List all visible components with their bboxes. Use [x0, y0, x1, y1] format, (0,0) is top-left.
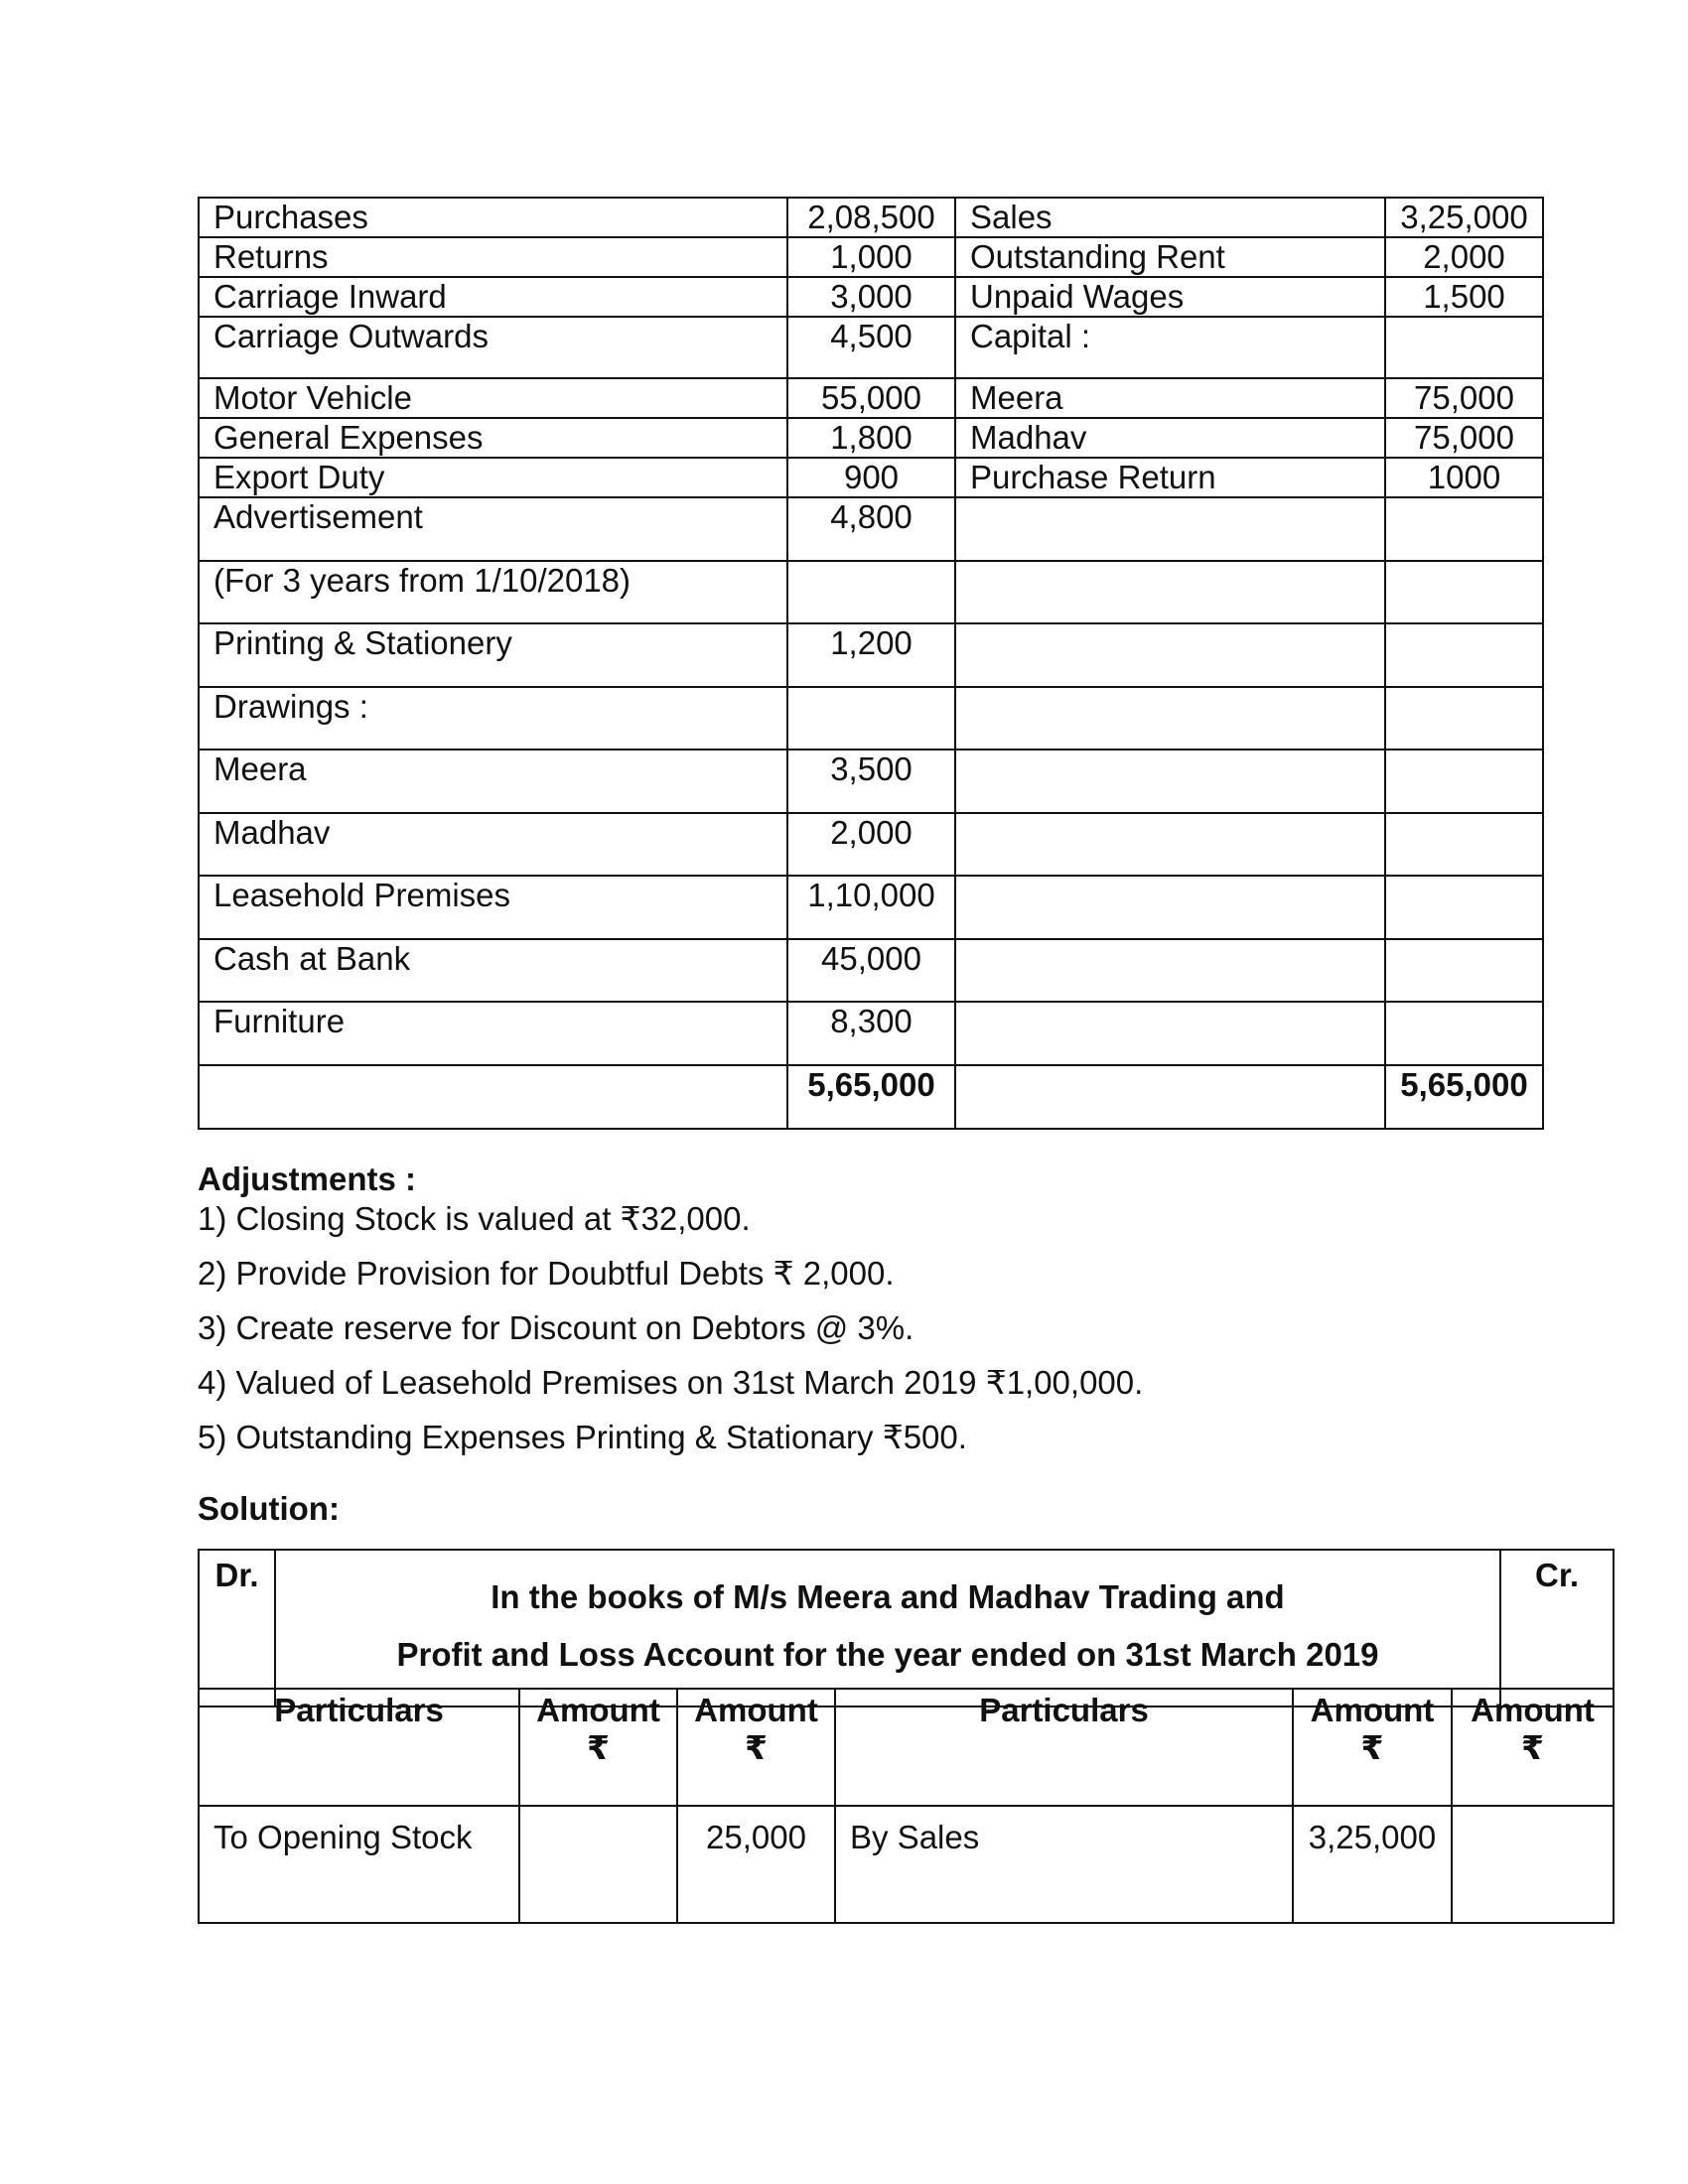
trial-credit-label: Outstanding Rent	[955, 237, 1385, 277]
trial-debit-amount	[787, 687, 955, 750]
trial-total-debit: 5,65,000	[787, 1065, 955, 1129]
trial-total-blank	[199, 1065, 787, 1129]
header-particulars-dr: Particulars	[199, 1689, 519, 1806]
trial-credit-label	[955, 687, 1385, 750]
ledger-row	[199, 1806, 1614, 1923]
trial-balance-table	[198, 197, 1544, 1130]
trial-balance-row	[199, 561, 1543, 623]
dr-amount-2: 25,000	[677, 1806, 835, 1923]
trial-debit-amount: 55,000	[787, 378, 955, 418]
trial-debit-label: Leasehold Premises	[199, 876, 787, 939]
trial-debit-label: Advertisement	[199, 497, 787, 561]
trial-debit-label: Cash at Bank	[199, 939, 787, 1002]
dr-label: Dr.	[199, 1550, 275, 1706]
trial-credit-label: Capital :	[955, 317, 1385, 378]
dr-amount-1	[519, 1806, 677, 1923]
trial-credit-label: Meera	[955, 378, 1385, 418]
cr-label: Cr.	[1500, 1550, 1614, 1706]
rupee-symbol: ₹	[745, 1729, 768, 1766]
trial-debit-label: Meera	[199, 750, 787, 813]
trial-debit-label: Returns	[199, 237, 787, 277]
trial-debit-label: Carriage Outwards	[199, 317, 787, 378]
trial-credit-amount: 2,000	[1385, 237, 1543, 277]
trial-debit-label: Carriage Inward	[199, 277, 787, 317]
trial-credit-amount	[1385, 497, 1543, 561]
trial-debit-amount: 4,500	[787, 317, 955, 378]
header-amount	[1452, 1689, 1614, 1806]
trial-credit-amount	[1385, 939, 1543, 1002]
adjustment-item: 3) Create reserve for Discount on Debtors @ 3%.	[198, 1309, 914, 1346]
trial-total-credit: 5,65,000	[1385, 1065, 1543, 1129]
trial-debit-label: Purchases	[199, 198, 787, 237]
trial-credit-amount	[1385, 561, 1543, 623]
trial-debit-label: Printing & Stationery	[199, 623, 787, 687]
trial-balance-row	[199, 876, 1543, 939]
trial-debit-label: Madhav	[199, 813, 787, 876]
cr-amount-1: 3,25,000	[1293, 1806, 1452, 1923]
trial-balance-row	[199, 623, 1543, 687]
profit-loss-table	[198, 1688, 1615, 1924]
ledger-title-line-2: Profit and Loss Account for the year ended on 31st March 2019	[396, 1636, 1379, 1673]
ledger-header-row	[199, 1689, 1614, 1806]
adjustments-section	[198, 1160, 1588, 1472]
dr-particular: To Opening Stock	[199, 1806, 519, 1923]
header-amount-label: Amount	[1310, 1692, 1435, 1728]
ledger-title-block	[198, 1549, 1615, 1707]
adjustment-item: 1) Closing Stock is valued at ₹32,000.	[198, 1200, 751, 1237]
adjustment-item: 2) Provide Provision for Doubtful Debts ₹ 2,000.	[198, 1255, 895, 1292]
header-amount	[519, 1689, 677, 1806]
trial-balance-body	[199, 198, 1543, 1129]
trial-debit-amount: 3,000	[787, 277, 955, 317]
trial-credit-amount	[1385, 876, 1543, 939]
trial-credit-label	[955, 876, 1385, 939]
trial-credit-amount	[1385, 623, 1543, 687]
solution-heading: Solution:	[198, 1490, 340, 1527]
trial-balance-total-row	[199, 1065, 1543, 1129]
trial-debit-amount: 8,300	[787, 1002, 955, 1065]
trial-credit-label: Sales	[955, 198, 1385, 237]
cr-particular: By Sales	[835, 1806, 1293, 1923]
adjustment-item: 5) Outstanding Expenses Printing & Stationary ₹500.	[198, 1419, 967, 1455]
trial-credit-label	[955, 561, 1385, 623]
trial-credit-amount	[1385, 317, 1543, 378]
rupee-symbol: ₹	[1360, 1729, 1384, 1766]
header-particulars-cr: Particulars	[835, 1689, 1293, 1806]
trial-credit-label	[955, 1002, 1385, 1065]
trial-credit-label: Purchase Return	[955, 458, 1385, 497]
trial-debit-amount: 1,200	[787, 623, 955, 687]
trial-debit-amount: 1,10,000	[787, 876, 955, 939]
trial-debit-amount	[787, 561, 955, 623]
trial-credit-amount: 1,500	[1385, 277, 1543, 317]
trial-balance-row	[199, 418, 1543, 458]
header-amount-label: Amount	[694, 1692, 818, 1728]
trial-debit-label: Export Duty	[199, 458, 787, 497]
trial-credit-label: Madhav	[955, 418, 1385, 458]
trial-debit-label: Drawings :	[199, 687, 787, 750]
trial-balance-row	[199, 458, 1543, 497]
trial-credit-amount: 3,25,000	[1385, 198, 1543, 237]
trial-debit-label: Furniture	[199, 1002, 787, 1065]
trial-debit-amount: 4,800	[787, 497, 955, 561]
rupee-symbol: ₹	[587, 1729, 610, 1766]
trial-balance-row	[199, 813, 1543, 876]
adjustments-heading: Adjustments :	[198, 1160, 417, 1197]
trial-debit-amount: 2,000	[787, 813, 955, 876]
header-amount-label: Amount	[536, 1692, 660, 1728]
trial-debit-amount: 1,000	[787, 237, 955, 277]
trial-balance-row	[199, 237, 1543, 277]
trial-debit-label: (For 3 years from 1/10/2018)	[199, 561, 787, 623]
trial-balance-row	[199, 1002, 1543, 1065]
trial-credit-label	[955, 939, 1385, 1002]
ledger-title-line-1: In the books of M/s Meera and Madhav Trading and	[491, 1578, 1285, 1615]
trial-balance-row	[199, 939, 1543, 1002]
trial-debit-amount: 45,000	[787, 939, 955, 1002]
trial-credit-label: Unpaid Wages	[955, 277, 1385, 317]
trial-debit-amount: 2,08,500	[787, 198, 955, 237]
trial-balance-row	[199, 497, 1543, 561]
header-amount	[1293, 1689, 1452, 1806]
trial-debit-label: Motor Vehicle	[199, 378, 787, 418]
trial-credit-amount: 75,000	[1385, 418, 1543, 458]
trial-debit-amount: 3,500	[787, 750, 955, 813]
trial-debit-label: General Expenses	[199, 418, 787, 458]
trial-credit-amount	[1385, 813, 1543, 876]
trial-balance-row	[199, 317, 1543, 378]
trial-credit-amount	[1385, 750, 1543, 813]
header-amount-label: Amount	[1471, 1692, 1595, 1728]
header-amount	[677, 1689, 835, 1806]
trial-credit-label	[955, 497, 1385, 561]
trial-balance-row	[199, 750, 1543, 813]
trial-balance-row	[199, 198, 1543, 237]
adjustment-item: 4) Valued of Leasehold Premises on 31st March 2019 ₹1,00,000.	[198, 1364, 1144, 1401]
trial-debit-amount: 900	[787, 458, 955, 497]
rupee-symbol: ₹	[1521, 1729, 1544, 1766]
ledger-title	[275, 1550, 1500, 1706]
trial-credit-label	[955, 750, 1385, 813]
trial-balance-row	[199, 687, 1543, 750]
trial-credit-amount	[1385, 687, 1543, 750]
trial-credit-amount: 75,000	[1385, 378, 1543, 418]
trial-credit-amount	[1385, 1002, 1543, 1065]
trial-balance-row	[199, 277, 1543, 317]
cr-amount-2	[1452, 1806, 1614, 1923]
trial-credit-label	[955, 623, 1385, 687]
trial-credit-amount: 1000	[1385, 458, 1543, 497]
trial-balance-row	[199, 378, 1543, 418]
trial-credit-label	[955, 813, 1385, 876]
trial-total-blank	[955, 1065, 1385, 1129]
trial-debit-amount: 1,800	[787, 418, 955, 458]
